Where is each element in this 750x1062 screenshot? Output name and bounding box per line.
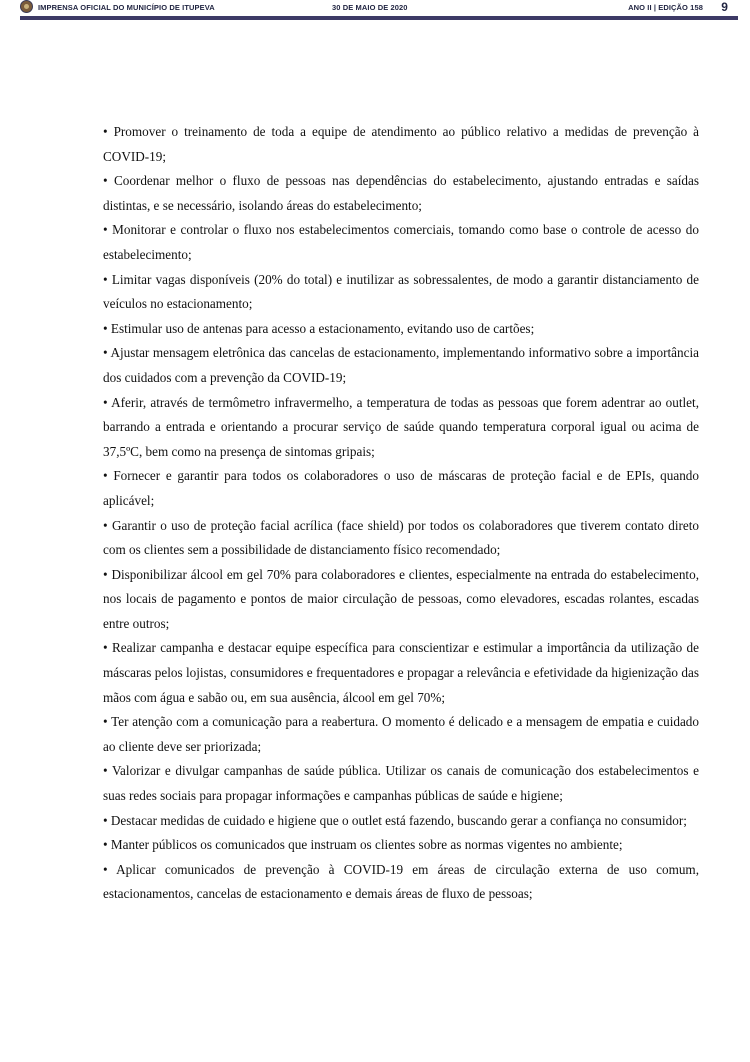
publication-date: 30 DE MAIO DE 2020 [332,3,408,12]
publication-edition: ANO II | EDIÇÃO 158 [628,3,703,12]
list-item: • Realizar campanha e destacar equipe específica para conscientizar e estimular a importância da utilização de máscaras pelos lojistas, consumidores e frequentadores e propagar a relevância e efetividade da higienização das mãos com água e sabão ou, em sua ausência, álcool em gel 70%; [103,640,699,705]
list-item: • Ajustar mensagem eletrônica das cancelas de estacionamento, implementando informativo sobre a importância dos cuidados com a prevenção da COVID-19; [103,345,699,385]
list-item: • Destacar medidas de cuidado e higiene que o outlet está fazendo, buscando gerar a confiança no consumidor; [103,812,687,828]
list-item: • Promover o treinamento de toda a equipe de atendimento ao público relativo a medidas de prevenção à COVID-19; [103,124,699,164]
page-number: 9 [721,0,728,14]
list-item: • Limitar vagas disponíveis (20% do total) e inutilizar as sobressalentes, de modo a garantir distanciamento de veículos no estacionamento; [103,271,699,312]
list-item: • Fornecer e garantir para todos os colaboradores o uso de máscaras de proteção facial e de EPIs, quando aplicável; [103,468,699,508]
header-rule [20,16,738,20]
list-item: • Ter atenção com a comunicação para a reabertura. O momento é delicado e a mensagem de empatia e cuidado ao cliente deve ser priorizada; [103,714,699,754]
page-header [0,0,750,20]
list-item: • Valorizar e divulgar campanhas de saúde pública. Utilizar os canais de comunicação dos estabelecimentos e suas redes sociais para propagar informações e campanhas públicas de saúde e higiene; [103,763,699,804]
document-body [103,120,699,907]
list-item: • Aferir, através de termômetro infravermelho, a temperatura de todas as pessoas que forem adentrar ao outlet, barrando a entrada e orientando a procurar serviço de saúde quando temperatura corporal igual ou acima de 37,5ºC, bem como na presença de sintomas gripais; [103,394,699,459]
publication-name: IMPRENSA OFICIAL DO MUNICÍPIO DE ITUPEVA [38,3,215,12]
list-item: • Manter públicos os comunicados que instruam os clientes sobre as normas vigentes no ambiente; [103,837,623,853]
municipal-seal-icon [20,0,33,13]
list-item: • Coordenar melhor o fluxo de pessoas nas dependências do estabelecimento, ajustando entradas e saídas distintas, e se necessário, isolando áreas do estabelecimento; [103,173,699,213]
list-item: • Aplicar comunicados de prevenção à COVID-19 em áreas de circulação externa de uso comum, estacionamentos, cancelas de estacionamento e demais áreas de fluxo de pessoas; [103,861,699,902]
list-item: • Disponibilizar álcool em gel 70% para colaboradores e clientes, especialmente na entrada do estabelecimento, nos locais de pagamento e pontos de maior circulação de pessoas, como elevadores, escadas rolantes, escadas entre outros; [103,566,699,631]
list-item: • Monitorar e controlar o fluxo nos estabelecimentos comerciais, tomando como base o controle de acesso do estabelecimento; [103,222,699,262]
list-item: • Estimular uso de antenas para acesso a estacionamento, evitando uso de cartões; [103,320,535,336]
list-item: • Garantir o uso de proteção facial acrílica (face shield) por todos os colaboradores que tiverem contato direto com os clientes sem a possibilidade de distanciamento físico recomendado; [103,517,699,558]
